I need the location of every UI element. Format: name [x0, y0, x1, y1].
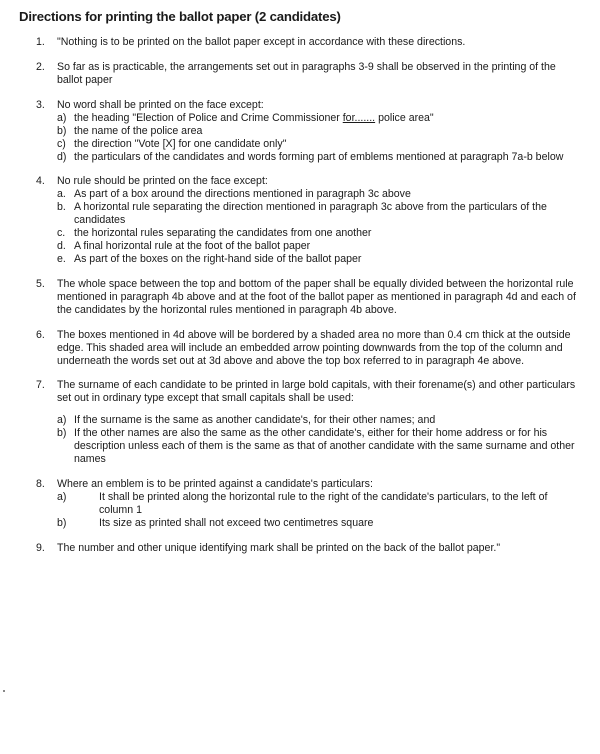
sub-text: As part of the boxes on the right-hand side of the ballot paper [74, 253, 362, 265]
list-item-2 [19, 61, 580, 87]
sub-item-c [57, 138, 580, 151]
sub-marker: a) [57, 111, 67, 124]
list-item-1 [19, 36, 580, 49]
sub-item-a [57, 414, 580, 427]
sub-list [57, 491, 580, 530]
item-text: The surname of each candidate to be printed in large bold capitals, with their forename(s) and other particulars set out in ordinary type except that small capitals shall be used: [57, 379, 576, 405]
sub-text: the particulars of the candidates and words forming part of emblems mentioned at paragraph 7a-b below [74, 150, 564, 163]
sub-item-d [57, 151, 580, 164]
item-number: 1. [36, 36, 45, 49]
list-item-9 [19, 542, 580, 555]
sub-item-b [57, 201, 580, 227]
sub-text: the heading "Election of Police and Crime Commissioner [74, 111, 343, 124]
sub-item-b [57, 125, 580, 138]
sub-marker: c. [57, 227, 66, 240]
item-text: The number and other unique identifying mark shall be printed on the back of the ballot paper." [57, 541, 501, 554]
item-text: Where an emblem is to be printed against a candidate's particulars: [57, 477, 373, 490]
item-text: The boxes mentioned in 4d above will be bordered by a shaded area no more than 0.4 cm thick at the outside edge. This shaded area will include an embedded arrow pointing downwards from the top of the column and underneath the words set out at 3d above and above the top box referred to in paragraph 4e above. [57, 328, 571, 367]
list-item-3 [19, 99, 580, 164]
sub-text: the name of the police area [74, 124, 203, 137]
item-number: 5. [36, 277, 45, 290]
blank-underline: for....... [342, 111, 376, 124]
sub-list [57, 112, 580, 164]
stray-mark [3, 690, 5, 692]
list-item-5 [19, 278, 580, 317]
sub-item-c [57, 227, 580, 240]
list-item-6 [19, 329, 580, 368]
sub-marker: c) [57, 137, 66, 150]
sub-marker: b) [57, 427, 67, 440]
sub-text-end: police area" [375, 111, 434, 124]
sub-text: the horizontal rules separating the candidates from one another [74, 227, 372, 240]
sub-list [57, 414, 580, 466]
list-item-8 [19, 478, 580, 530]
sub-marker: b. [57, 201, 66, 214]
sub-text: It shall be printed along the horizontal rule to the right of the candidate's particulars, to the left of column 1 [99, 490, 548, 516]
sub-item-a [57, 491, 580, 517]
sub-marker: b) [57, 516, 67, 529]
sub-text: A horizontal rule separating the direction mentioned in paragraph 3c above from the particulars of the candidates [74, 201, 547, 227]
sub-item-b [57, 427, 580, 466]
sub-text: As part of a box around the directions mentioned in paragraph 3c above [74, 188, 411, 201]
item-number: 3. [36, 98, 45, 111]
sub-marker: d) [57, 150, 67, 163]
sub-text: the direction "Vote [X] for one candidate only" [74, 137, 287, 150]
item-number: 9. [36, 541, 45, 554]
sub-text: If the surname is the same as another candidate's, for their other names; and [74, 414, 436, 427]
item-text: So far as is practicable, the arrangements set out in paragraphs 3-9 shall be observed in the printing of the ballot paper [57, 61, 556, 86]
spacer [57, 405, 580, 414]
sub-item-b [57, 517, 580, 530]
sub-marker: a) [57, 490, 67, 503]
item-number: 2. [36, 61, 45, 74]
sub-marker: a) [57, 414, 67, 427]
item-number: 6. [36, 328, 45, 341]
item-text: The whole space between the top and bottom of the paper shall be equally divided between the horizontal rule mentioned in paragraph 4b above and at the foot of the ballot paper as mentioned in paragraph 4d and each of the candidates by the horizontal rules mentioned in paragraph 4b above. [57, 277, 576, 316]
sub-list [57, 188, 580, 266]
item-number: 7. [36, 379, 45, 392]
list-item-7 [19, 379, 580, 466]
sub-text: If the other names are also the same as the other candidate's, either for their home address or for his description unless each of them is the same as that of another candidate with the same surname and other names [74, 427, 575, 466]
sub-item-e [57, 253, 580, 266]
item-number: 8. [36, 477, 45, 490]
item-number: 4. [36, 175, 45, 188]
item-text: No word shall be printed on the face except: [57, 98, 264, 111]
sub-marker: d. [57, 240, 66, 253]
sub-marker: a. [57, 188, 66, 201]
item-text: "Nothing is to be printed on the ballot paper except in accordance with these directions. [57, 36, 466, 49]
list-item-4 [19, 175, 580, 265]
sub-marker: e. [57, 253, 66, 265]
sub-marker: b) [57, 124, 67, 137]
sub-item-a [57, 112, 580, 125]
directions-list [19, 36, 580, 555]
sub-text: A final horizontal rule at the foot of the ballot paper [74, 240, 311, 253]
sub-item-a [57, 188, 580, 201]
item-text: No rule should be printed on the face except: [57, 175, 268, 188]
sub-item-d [57, 240, 580, 253]
document-title: Directions for printing the ballot paper (2 candidates) [19, 9, 341, 24]
sub-text: Its size as printed shall not exceed two centimetres square [99, 516, 374, 529]
